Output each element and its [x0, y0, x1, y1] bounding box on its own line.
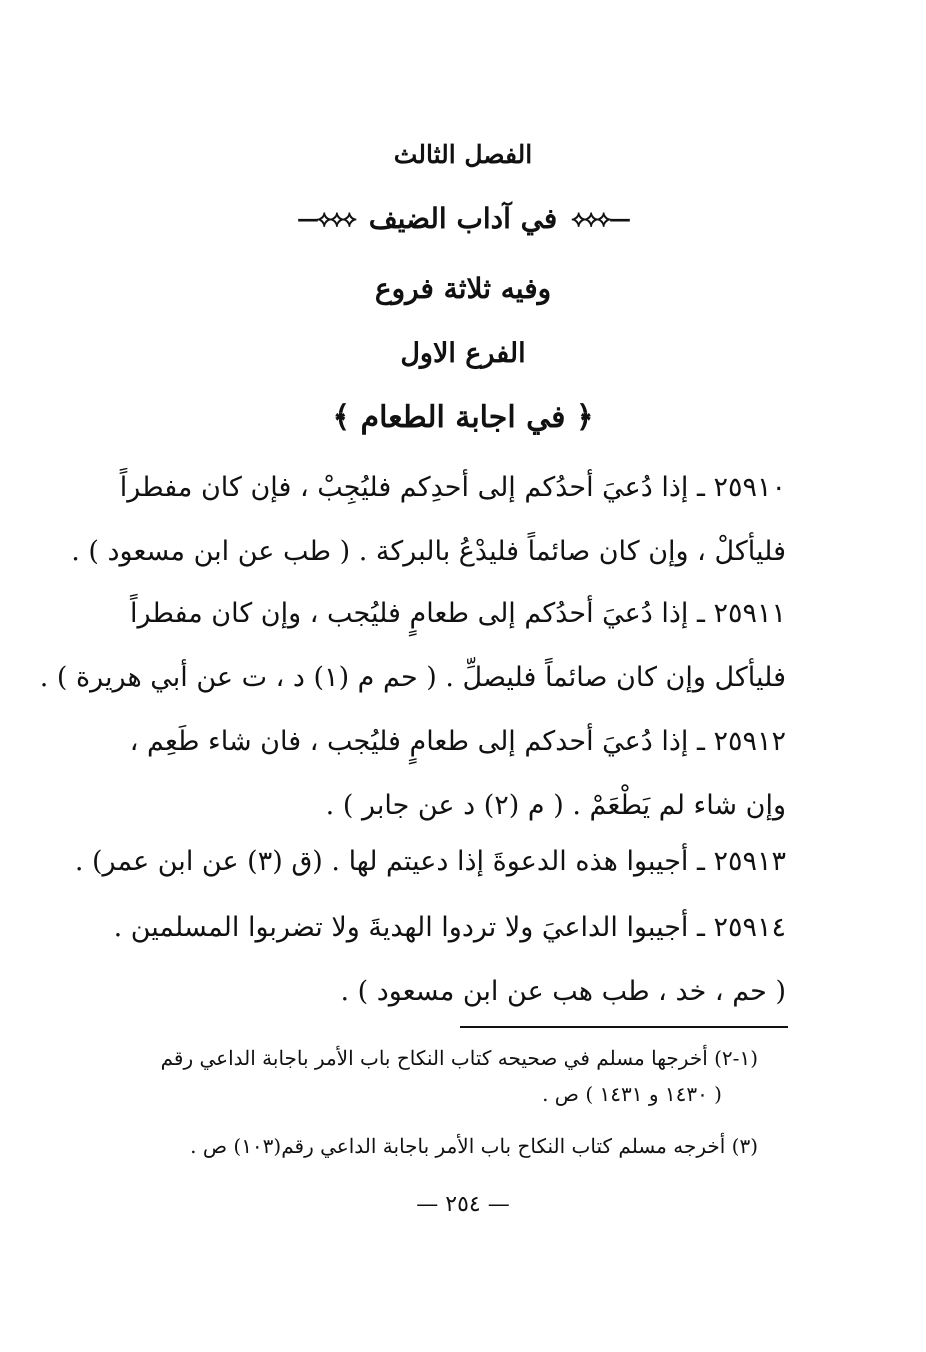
- hadith-line: فليأكل وإن كان صائماً فليصلِّ . ( حم م (١) د ، ت عن أبي هريرة ) .: [39, 662, 786, 693]
- branch-topic-heading: [0, 400, 926, 435]
- page-number: — ٢٥٤ —: [416, 1192, 510, 1217]
- footnote-line: ( ١٤٣٠ و ١٤٣١ ) ص .: [542, 1082, 722, 1106]
- topic-heading-text: في آداب الضيف: [368, 202, 558, 235]
- topic-heading: [0, 202, 926, 235]
- bracket-open: ﴿: [575, 400, 594, 435]
- hadith-line: ( حم ، خد ، طب هب عن ابن مسعود ) .: [340, 976, 786, 1007]
- ornament-right: —⟡⟡⟡: [571, 205, 629, 232]
- footnote-3: [76, 1128, 758, 1164]
- branch-heading: الفرع الاول: [400, 338, 526, 369]
- footnote-line: (١-٢) أخرجها مسلم في صحيحه كتاب النكاح باب الأمر باجابة الداعي رقم: [160, 1046, 758, 1070]
- branch-topic-text: في اجابة الطعام: [360, 400, 566, 435]
- hadith-line: وإن شاء لم يَطْعَمْ . ( م (٢) د عن جابر ) .: [325, 790, 786, 821]
- hadith-25910: [71, 456, 786, 584]
- sections-note: وفيه ثلاثة فروع: [374, 272, 552, 305]
- hadith-line: ٢٥٩١٠ ـ إذا دُعيَ أحدُكم إلى أحدِكم فليُجِبْ ، فإن كان مفطراً: [119, 472, 786, 503]
- ornament-left: ⟡⟡⟡—: [297, 205, 355, 232]
- hadith-line: ٢٥٩١١ ـ إذا دُعيَ أحدُكم إلى طعامٍ فليُجب ، وإن كان مفطراً: [130, 598, 786, 629]
- hadith-25911: [39, 582, 786, 710]
- bracket-close: ﴾: [332, 400, 351, 435]
- chapter-heading: الفصل الثالث: [393, 140, 533, 169]
- hadith-25914: [76, 896, 786, 1024]
- hadith-25912: [76, 710, 786, 838]
- hadith-line: فليأكلْ ، وإن كان صائماً فليدْعُ بالبركة . ( طب عن ابن مسعود ) .: [71, 536, 786, 567]
- hadith-25913: [76, 830, 786, 894]
- footnote-divider: [460, 1026, 788, 1028]
- hadith-line: ٢٥٩١٢ ـ إذا دُعيَ أحدكم إلى طعامٍ فليُجب ، فان شاء طَعِم ،: [129, 726, 786, 757]
- hadith-line: ٢٥٩١٣ ـ أجيبوا هذه الدعوةَ إذا دعيتم لها . (ق (٣) عن ابن عمر) .: [74, 846, 786, 877]
- footnote-1-2: [76, 1040, 758, 1112]
- footnote-line: (٣) أخرجه مسلم كتاب النكاح باب الأمر باجابة الداعي رقم(١٠٣) ص .: [190, 1134, 758, 1158]
- hadith-line: ٢٥٩١٤ ـ أجيبوا الداعيَ ولا تردوا الهديةَ ولا تضربوا المسلمين .: [113, 912, 786, 943]
